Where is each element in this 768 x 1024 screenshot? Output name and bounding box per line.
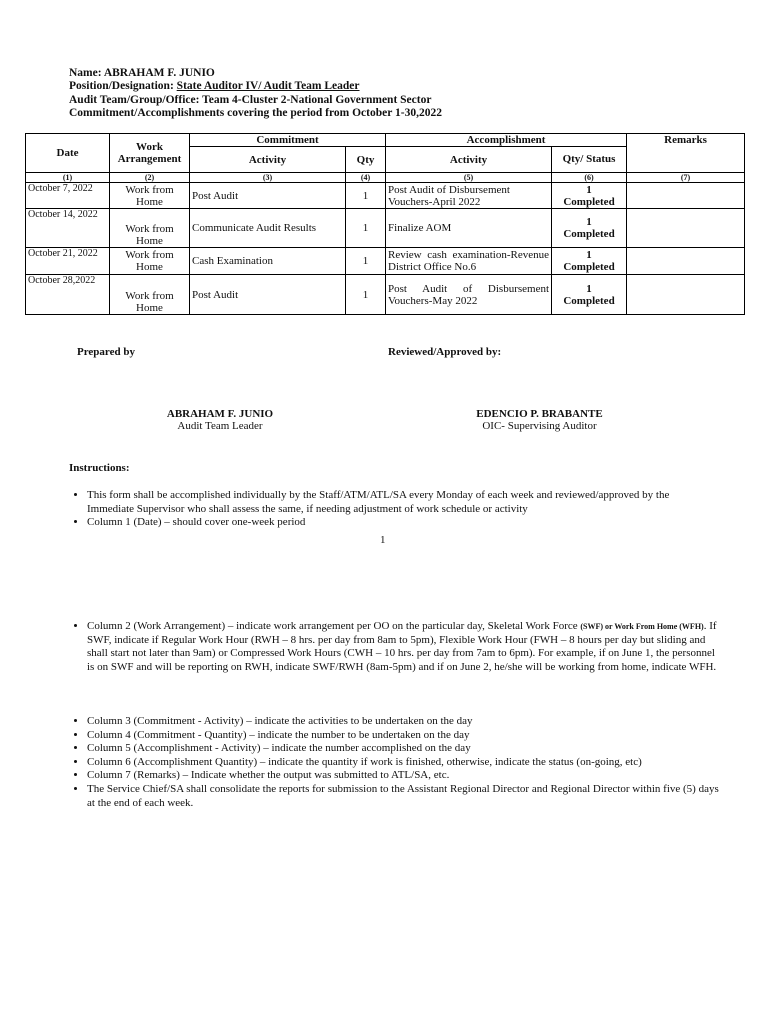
cell-activity: Communicate Audit Results xyxy=(190,209,346,248)
col-number: (1) xyxy=(26,173,110,183)
cell-date: October 14, 2022 xyxy=(26,209,110,248)
preparer-block xyxy=(160,408,280,432)
cell-acc-activity: Finalize AOM xyxy=(386,209,552,248)
team-line: Audit Team/Group/Office: Team 4-Cluster 2-National Government Sector xyxy=(69,93,432,106)
cell-acc-activity: Post Audit of Disbursement Vouchers-May 2022 xyxy=(386,275,552,315)
header-work-arrangement: Work Arrangement xyxy=(110,134,190,173)
header-accomplishment: Accomplishment xyxy=(386,134,627,147)
instructions-list-b xyxy=(69,715,719,810)
cell-work: Work from Home xyxy=(110,248,190,275)
table-row xyxy=(26,248,745,275)
period-line: Commitment/Accomplishments covering the period from October 1-30,2022 xyxy=(69,107,442,120)
cell-remarks xyxy=(627,209,745,248)
instructions-list-a xyxy=(69,489,719,530)
cell-remarks xyxy=(627,248,745,275)
column-number-row xyxy=(26,173,745,183)
col-number: (3) xyxy=(190,173,346,183)
col-number: (6) xyxy=(552,173,627,183)
list-item: • The Service Chief/SA shall consolidate the reports for submission to the Assistant Regional Director and Regional Director within five (5) days at the end of each week. xyxy=(87,783,719,810)
list-item: • Column 1 (Date) – should cover one-week period xyxy=(87,516,719,530)
cell-status: 1 Completed xyxy=(552,275,627,315)
list-item: • Column 3 (Commitment - Activity) – indicate the activities to be undertaken on the day xyxy=(87,715,719,729)
preparer-name: ABRAHAM F. JUNIO xyxy=(166,408,274,420)
cell-activity: Cash Examination xyxy=(190,248,346,275)
cell-activity: Post Audit xyxy=(190,183,346,209)
header-qty: Qty xyxy=(346,147,386,173)
table-row xyxy=(26,209,745,248)
list-item: • Column 4 (Commitment - Quantity) – indicate the number to be undertaken on the day xyxy=(87,729,719,743)
cell-qty: 1 xyxy=(346,183,386,209)
cell-date: October 21, 2022 xyxy=(26,248,110,275)
accomplishment-table xyxy=(25,133,745,315)
cell-remarks xyxy=(627,183,745,209)
cell-remarks xyxy=(627,275,745,315)
cell-activity: Post Audit xyxy=(190,275,346,315)
instructions-list-col2 xyxy=(69,620,719,674)
cell-status: 1 Completed xyxy=(552,209,627,248)
preparer-title: Audit Team Leader xyxy=(177,420,263,432)
cell-work: Work from Home xyxy=(110,183,190,209)
cell-date: October 7, 2022 xyxy=(26,183,110,209)
cell-qty: 1 xyxy=(346,209,386,248)
list-item: • Column 6 (Accomplishment Quantity) – indicate the quantity if work is finished, otherwise, indicate the status (on-going, etc) xyxy=(87,756,719,770)
prepared-by-label: Prepared by xyxy=(77,346,135,358)
cell-work: Work from Home xyxy=(110,275,190,315)
cell-status: 1 Completed xyxy=(552,248,627,275)
position-line: Position/Designation: State Auditor IV/ Audit Team Leader xyxy=(69,80,360,93)
page-number: 1 xyxy=(380,534,386,546)
header-acc-activity: Activity xyxy=(386,147,552,173)
list-item: • Column 2 (Work Arrangement) – indicate work arrangement per OO on the particular day, Skeletal Work Force (SWF) or Work From Home (WFH). If SWF, indicate if Regular Work Hour (RWH – 8 hrs. per day from 8am to 5pm), Flexible Work Hour (FWH – 8 hours per day but sliding and shall start not later than 9am) or Compressed Work Hours (CWH – 10 hrs. per day from 7am to 6pm). For example, if on June 1, the personnel is on SWF and will be reporting on RWH, indicate SWF/RWH (8am-5pm) and if on June 2, he/she will be working from home, indicate WFH. xyxy=(87,620,719,674)
col-number: (7) xyxy=(627,173,745,183)
cell-qty: 1 xyxy=(346,275,386,315)
list-item: • Column 5 (Accomplishment - Activity) – indicate the number accomplished on the day xyxy=(87,742,719,756)
col-number: (4) xyxy=(346,173,386,183)
reviewer-name: EDENCIO P. BRABANTE xyxy=(476,408,603,420)
header-remarks: Remarks xyxy=(627,134,745,173)
cell-acc-activity: Post Audit of Disbursement Vouchers-April 2022 xyxy=(386,183,552,209)
list-item: • This form shall be accomplished individually by the Staff/ATM/ATL/SA every Monday of each week and reviewed/approved by the Immediate Supervisor who shall assess the same, if needing adjustment of work schedule or activity xyxy=(87,489,719,516)
header-commitment: Commitment xyxy=(190,134,386,147)
cell-status: 1 Completed xyxy=(552,183,627,209)
reviewed-by-label: Reviewed/Approved by: xyxy=(388,346,502,358)
cell-work: Work from Home xyxy=(110,209,190,248)
col-number: (5) xyxy=(386,173,552,183)
header-activity: Activity xyxy=(190,147,346,173)
header-date: Date xyxy=(26,134,110,173)
instructions-title: Instructions: xyxy=(69,462,130,474)
document-header xyxy=(69,67,442,121)
header-qty-status: Qty/ Status xyxy=(552,147,627,173)
reviewer-title: OIC- Supervising Auditor xyxy=(482,420,597,432)
name-line: Name: ABRAHAM F. JUNIO xyxy=(69,67,215,79)
cell-date: October 28,2022 xyxy=(26,275,110,315)
cell-acc-activity: Review cash examination-Revenue District Office No.6 xyxy=(386,248,552,275)
table-row xyxy=(26,275,745,315)
cell-qty: 1 xyxy=(346,248,386,275)
col-number: (2) xyxy=(110,173,190,183)
table-row xyxy=(26,183,745,209)
reviewer-block xyxy=(462,408,617,432)
list-item: • Column 7 (Remarks) – Indicate whether the output was submitted to ATL/SA, etc. xyxy=(87,769,719,783)
